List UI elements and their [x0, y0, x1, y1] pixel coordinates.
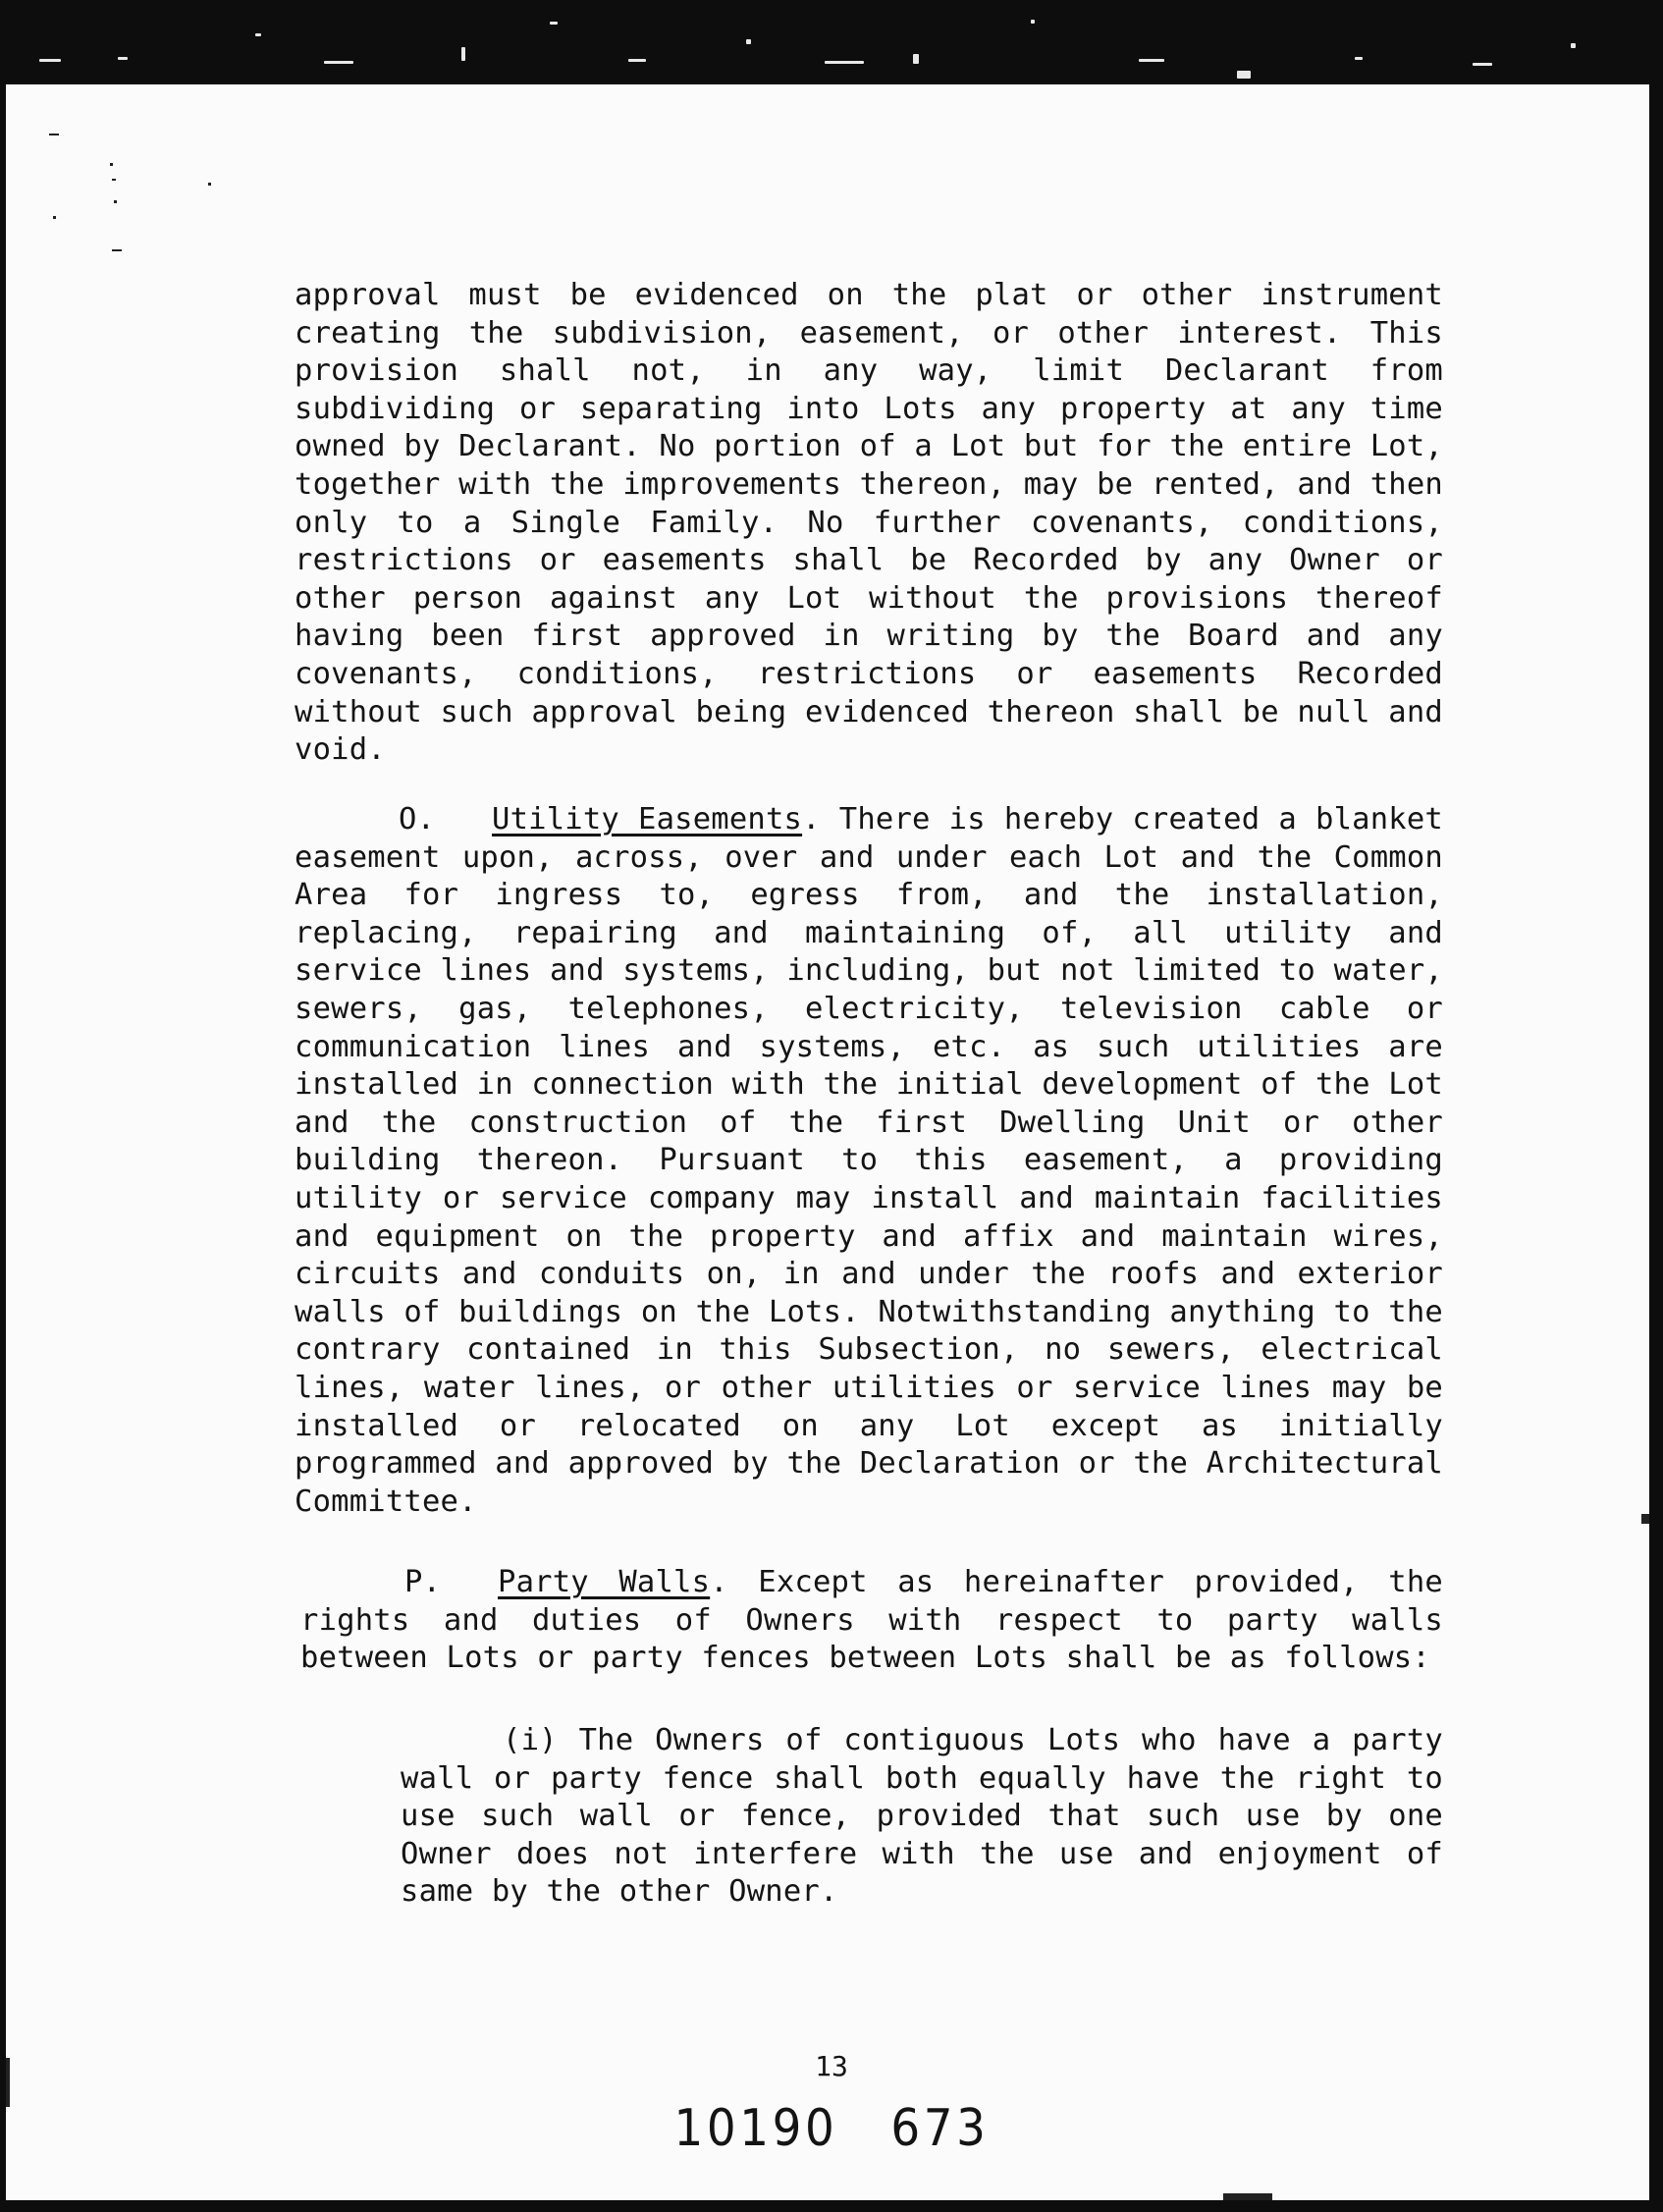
scan-speck	[110, 163, 113, 166]
scan-noise	[461, 47, 465, 61]
scan-noise	[913, 54, 919, 64]
scan-noise	[550, 22, 558, 25]
scan-speck	[112, 249, 122, 251]
subsection-i-text: The Owners of contiguous Lots who have a party wall or party fence shall both equally have the right to use such wall or fence, provided that such use by one Owner does not interfere with the use and enjoyment of same by the other Owner.	[401, 1723, 1443, 1910]
scan-noise	[1237, 71, 1251, 79]
scan-speck	[114, 200, 117, 203]
scan-speck	[53, 216, 56, 219]
paragraph-intro: approval must be evidenced on the plat or other instrument creating the subdivision, easement, or other interest. This provision shall not, in any way, limit Declarant from subdividing or separating into Lots any property at any time owned by Declarant. No portion of a Lot but for the entire Lot, together with the improvements thereon, may be rented, and then only to a Single Family. No further covenants, conditions, restrictions or easements shall be Recorded by any Owner or other person against any Lot without the provisions thereof having been first approved in writing by the Board and any covenants, conditions, restrictions or easements Recorded without such approval being evidenced thereon shall be null and void.	[295, 278, 1443, 768]
subsection-i-marker: (i)	[503, 1723, 558, 1757]
scan-noise	[1139, 59, 1164, 62]
scan-speck	[1223, 2193, 1272, 2200]
scan-noise	[628, 59, 646, 62]
scan-speck	[1641, 1514, 1649, 1524]
scan-noise	[1473, 63, 1492, 66]
section-p-heading: Party Walls	[498, 1565, 711, 1599]
section-p-party-walls	[300, 1564, 1443, 1678]
recording-book: 10190	[673, 2099, 838, 2158]
recording-page: 673	[890, 2099, 990, 2158]
section-p-text: . Except as hereinafter provided, the rights and duties of Owners with respect to party walls between Lots or party fences between Lots shall be as follows:	[300, 1565, 1443, 1676]
scan-noise	[1571, 43, 1576, 48]
subsection-i	[401, 1722, 1443, 1912]
section-o-utility-easements	[295, 801, 1443, 1521]
section-o-text: . There is hereby created a blanket easement upon, across, over and under each Lot and the Common Area for ingress to, egress from, and the installation, replacing, repairing and maintaining of, all utility and service lines and systems, including, but not limited to water, sewers, gas, telephones, electricity, television cable or communication lines and systems, etc. as such utilities are installed in connection with the initial development of the Lot and the construction of the first Dwelling Unit or other building thereon. Pursuant to this easement, a providing utility or service company may install and maintain facilities and equipment on the property and affix and maintain wires, circuits and conduits on, in and under the roofs and exterior walls of buildings on the Lots. Notwithstanding anything to the contrary contained in this Subsection, no sewers, electrical lines, water lines, or other utilities or service lines may be installed or relocated on any Lot except as initially programmed and approved by the Declaration or the Architectural Committee.	[295, 802, 1443, 1519]
scan-noise	[1031, 20, 1035, 24]
scan-speck	[49, 134, 59, 135]
scan-noise	[825, 61, 864, 64]
section-o-letter: O.	[399, 802, 436, 836]
scan-speck	[112, 179, 116, 181]
section-p-letter: P.	[404, 1565, 442, 1599]
scan-noise	[324, 61, 353, 64]
scan-noise	[39, 59, 61, 62]
section-o-heading: Utility Easements	[492, 802, 803, 836]
scan-noise	[255, 33, 261, 36]
scan-noise	[118, 57, 128, 60]
scan-speck	[208, 183, 211, 186]
page-number: 13	[815, 2050, 848, 2082]
recording-stamp	[83, 2099, 1581, 2158]
scan-noise	[1355, 57, 1363, 60]
scan-noise	[746, 39, 751, 44]
